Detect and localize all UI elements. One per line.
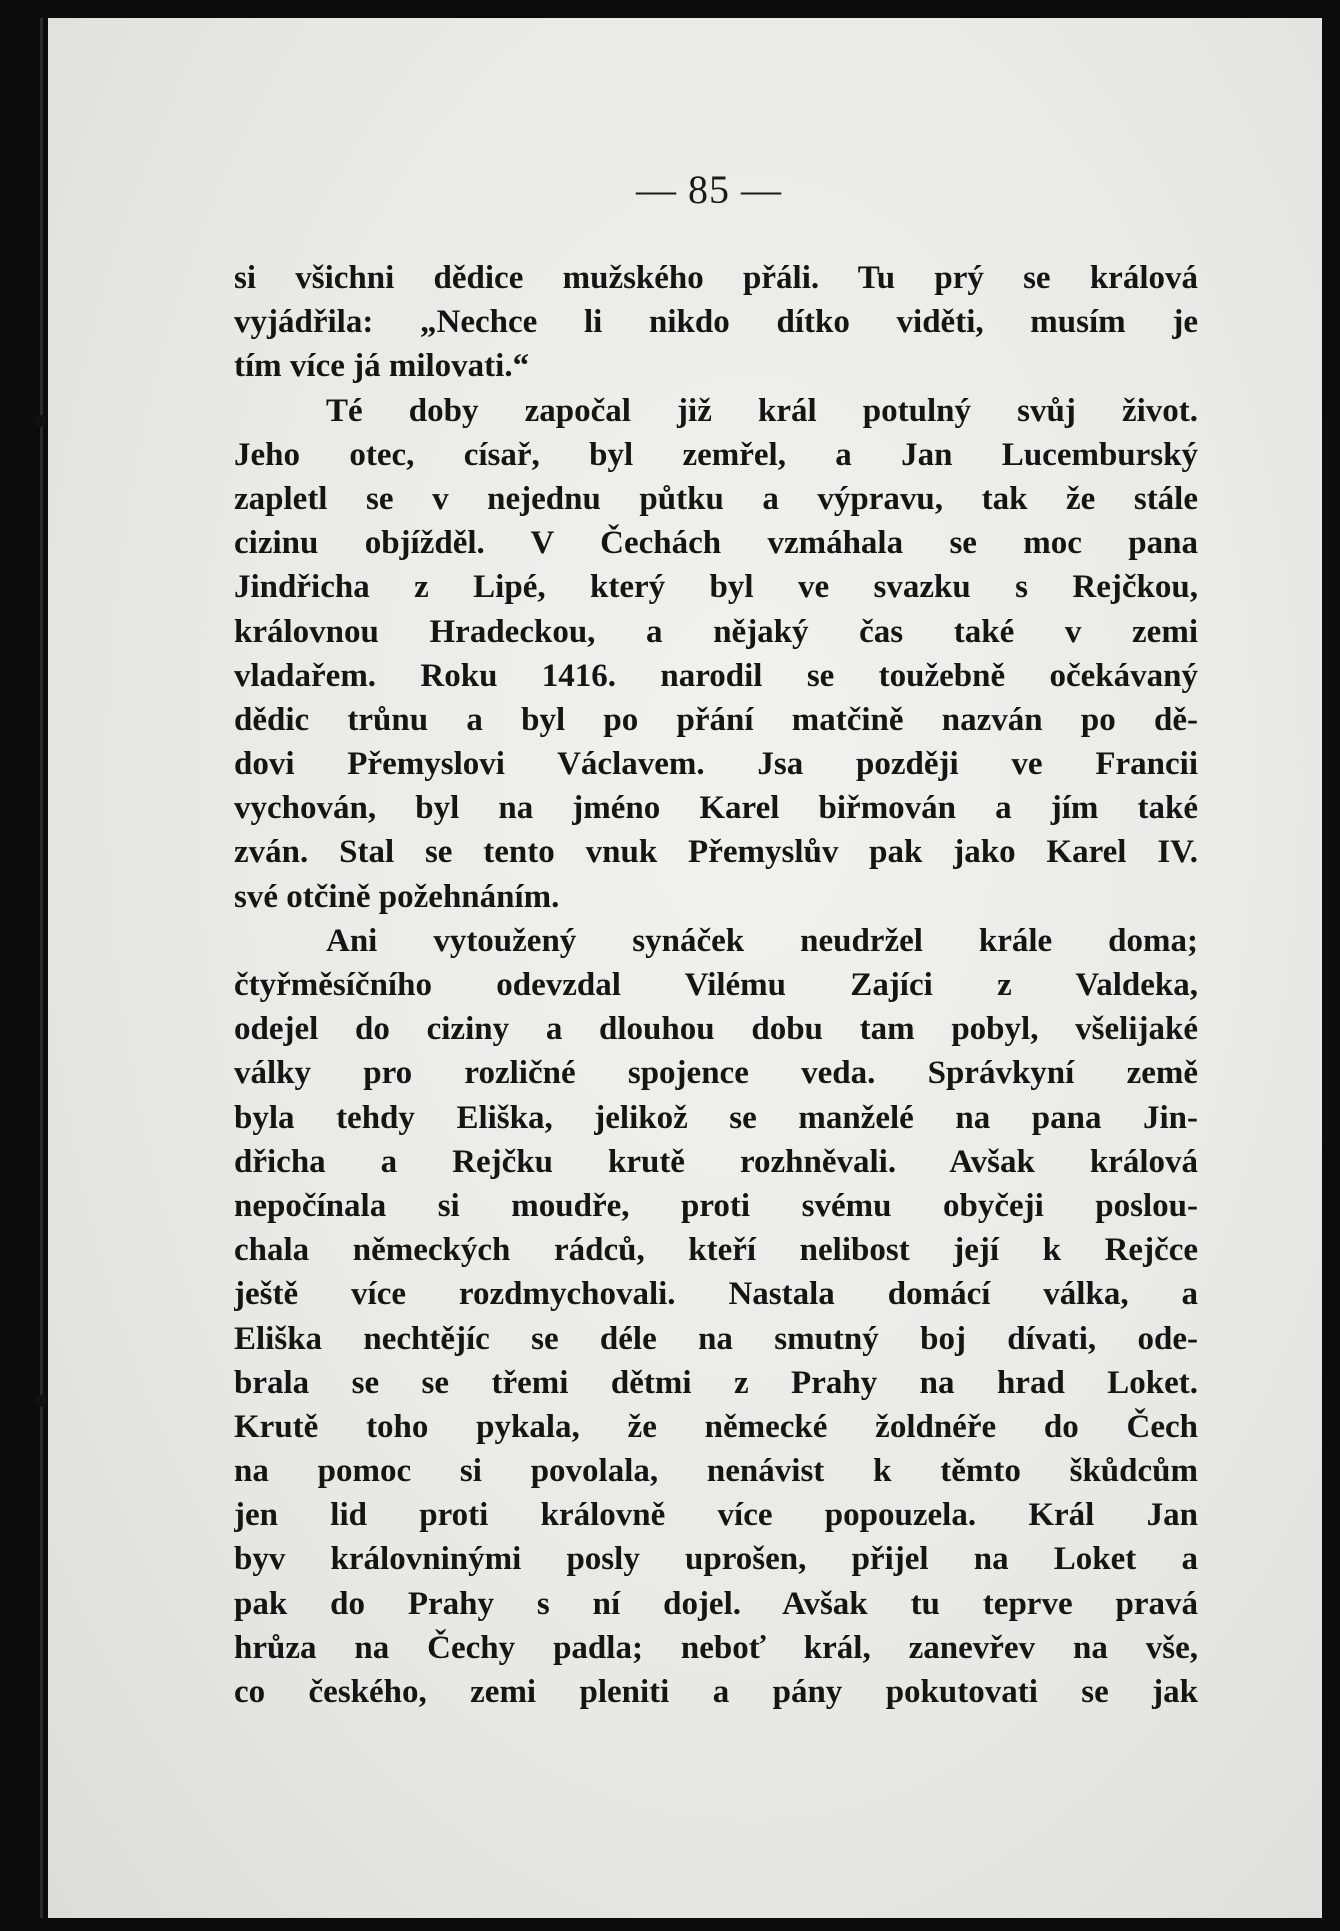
binding-mark: [35, 1395, 47, 1407]
text-line: dědic trůnu a byl po přání matčině nazván po dě-: [234, 701, 1198, 738]
text-line: Jeho otec, císař, byl zemřel, a Jan Lucemburský: [234, 436, 1198, 473]
text-line: zapletl se v nejednu půtku a výpravu, tak že stále: [234, 480, 1198, 517]
text-line: co českého, zemi pleniti a pány pokutovati se jak: [234, 1674, 1198, 1710]
text-line: odejel do ciziny a dlouhou dobu tam pobyl, všelijaké: [234, 1011, 1198, 1048]
text-line: vladařem. Roku 1416. narodil se toužebně očekávaný: [234, 657, 1198, 694]
text-line: své otčině požehnáním.: [234, 878, 560, 915]
text-line: Jindřicha z Lipé, který byl ve svazku s Rejčkou,: [234, 569, 1198, 606]
text-line: chala německých rádců, kteří nelibost její k Rejčce: [234, 1232, 1198, 1269]
text-line: tím více já milovati.“: [234, 348, 530, 385]
text-line: hrůza na Čechy padla; neboť král, zanevřev na vše,: [234, 1629, 1198, 1666]
text-line: cizinu objížděl. V Čechách vzmáhala se moc pana: [234, 525, 1198, 562]
text-line: jen lid proti královně více popouzela. Král Jan: [234, 1497, 1198, 1534]
text-line: si všichni dědice mužského přáli. Tu prý se králová: [234, 260, 1198, 296]
text-line: Té doby započal již král potulný svůj život.: [326, 392, 1198, 429]
text-line: Krutě toho pykala, že německé žoldnéře do Čech: [234, 1408, 1198, 1445]
text-line: královnou Hradeckou, a nějaký čas také v zemi: [234, 613, 1198, 650]
text-line: brala se se třemi dětmi z Prahy na hrad Loket.: [234, 1364, 1198, 1401]
text-line: čtyřměsíčního odevzdal Vilému Zajíci z Valdeka,: [234, 967, 1198, 1003]
text-line: zván. Stal se tento vnuk Přemyslův pak jako Karel IV.: [234, 834, 1198, 871]
text-line: dovi Přemyslovi Václavem. Jsa později ve Francii: [234, 746, 1198, 783]
text-line: Eliška nechtějíc se déle na smutný boj dívati, ode-: [234, 1320, 1198, 1357]
text-line: dřicha a Rejčku krutě rozhněvali. Avšak králová: [234, 1143, 1198, 1180]
page-binding-edge: [40, 18, 43, 1918]
text-line: byv královninými posly uprošen, přijel na Loket a: [234, 1541, 1198, 1578]
text-line: na pomoc si povolala, nenávist k těmto škůdcům: [234, 1453, 1198, 1490]
text-line: vyjádřila: „Nechce li nikdo dítko viděti, musím je: [234, 304, 1198, 341]
text-line: byla tehdy Eliška, jelikož se manželé na pana Jin-: [234, 1099, 1198, 1136]
book-page: [48, 18, 1322, 1918]
text-line: vychován, byl na jméno Karel biřmován a jím také: [234, 790, 1198, 827]
text-line: nepočínala si moudře, proti svému obyčeji poslou-: [234, 1187, 1198, 1224]
text-line: ještě více rozdmychovali. Nastala domácí válka, a: [234, 1276, 1198, 1313]
binding-mark: [35, 415, 47, 427]
text-line: pak do Prahy s ní dojel. Avšak tu teprve pravá: [234, 1585, 1198, 1622]
body-text: [234, 256, 1198, 1714]
page-number: — 85 —: [636, 167, 782, 212]
text-line: Ani vytoužený synáček neudržel krále doma;: [326, 922, 1198, 959]
text-line: války pro rozličné spojence veda. Správkyní země: [234, 1055, 1198, 1092]
